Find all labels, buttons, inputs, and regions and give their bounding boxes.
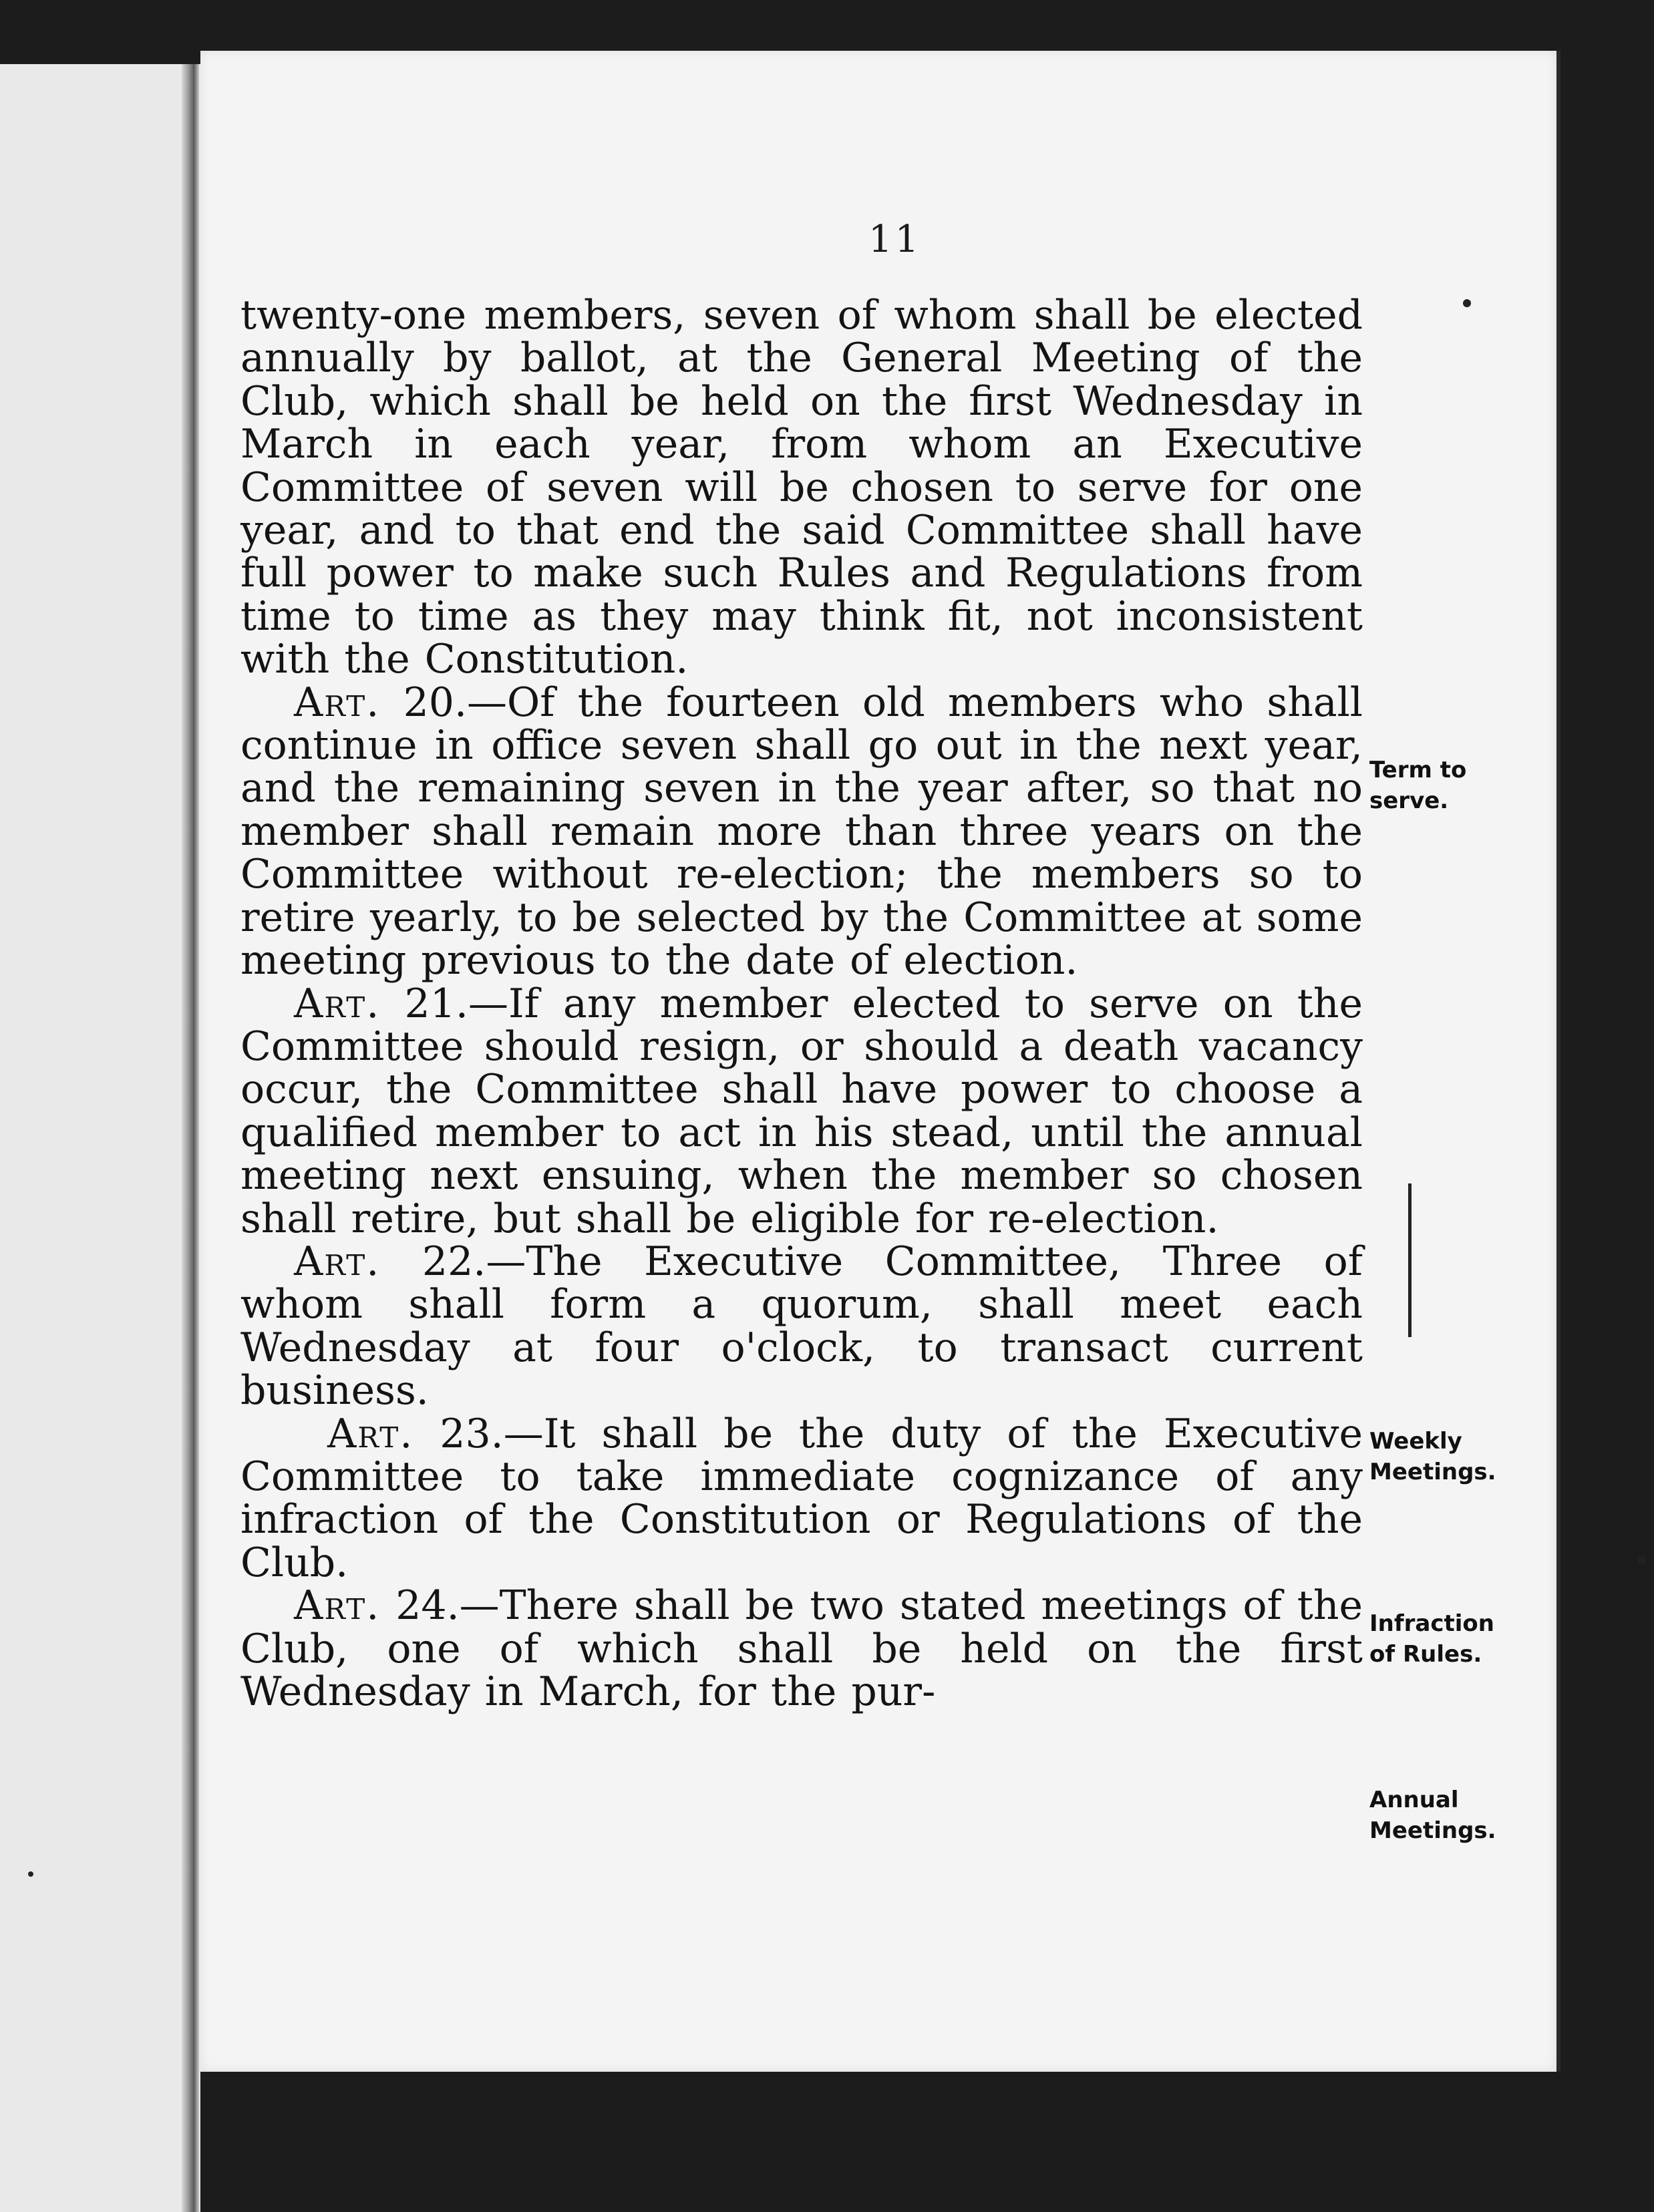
body-text xyxy=(240,294,1363,1713)
article-label: Art. xyxy=(294,679,381,726)
article-label: Art. xyxy=(327,1410,414,1457)
margin-note-infraction-of-rules xyxy=(1369,1608,1494,1670)
article-label: Art. xyxy=(294,1238,381,1285)
margin-note-annual-meetings xyxy=(1369,1785,1496,1846)
article-text: 24.—There shall be two stated meetings of the Club, one of which shall be held on the first Wednesday in March, for the pur- xyxy=(240,1582,1363,1715)
facing-page-edge xyxy=(0,64,200,2212)
margin-rule xyxy=(1408,1183,1412,1337)
article-23 xyxy=(240,1410,1363,1586)
margin-note-line: of Rules. xyxy=(1369,1641,1482,1668)
article-21 xyxy=(240,982,1363,1240)
article-label: Art. xyxy=(294,1582,381,1630)
margin-note-line: Term to xyxy=(1369,757,1467,783)
margin-note-line: Weekly xyxy=(1369,1428,1462,1455)
article-label: Art. xyxy=(294,980,381,1027)
article-22 xyxy=(240,1240,1363,1413)
margin-note-term-to-serve xyxy=(1369,755,1466,816)
margin-note-line: Meetings. xyxy=(1369,1817,1496,1844)
article-20 xyxy=(240,681,1363,982)
page-number: 11 xyxy=(868,218,922,261)
paragraph-continued xyxy=(240,294,1363,681)
article-24 xyxy=(240,1584,1363,1713)
margin-note-line: Infraction xyxy=(1369,1610,1494,1637)
article-text: 20.—Of the fourteen old members who shall continue in office seven shall go out in the next year, and the remaining seven in the year after, so that no member shall remain more than three years on the Committee without re-election; the members so to retire yearly, to be selected by the Committee at some meeting previous to the date of election. xyxy=(240,679,1363,984)
ink-speck xyxy=(1463,299,1471,307)
margin-note-weekly-meetings xyxy=(1369,1426,1496,1487)
article-text: 21.—If any member elected to serve on the Committee should resign, or should a death vacancy occur, the Committee shall have power to choose a qualified member to act in his stead, until the annual meeting next ensuing, when the member so chosen shall retire, but shall be eligible for re-election. xyxy=(240,980,1363,1242)
margin-note-line: serve. xyxy=(1369,787,1449,814)
ink-speck xyxy=(28,1871,33,1877)
article-text: 23.—It shall be the duty of the Executive Committee to take immediate cognizance of any infraction of the Constitution or Regulations of the Club. xyxy=(240,1410,1363,1586)
ink-speck xyxy=(1638,1556,1646,1564)
margin-note-line: Meetings. xyxy=(1369,1459,1496,1485)
article-text: 22.—The Executive Committee, Three of whom shall form a quorum, shall meet each Wednesday at four o'clock, to transact current business. xyxy=(240,1238,1363,1415)
margin-note-line: Annual xyxy=(1369,1787,1459,1813)
paragraph-text: twenty-one members, seven of whom shall be elected annually by ballot, at the General Meeting of the Club, which shall be held on the first Wednesday in March in each year, from whom an Executive Committee of seven will be chosen to serve for one year, and to that end the said Committee shall have full power to make such Rules and Regulations from time to time as they may think fit, not inconsistent with the Constitution. xyxy=(240,292,1363,683)
book-fold xyxy=(182,64,199,2212)
